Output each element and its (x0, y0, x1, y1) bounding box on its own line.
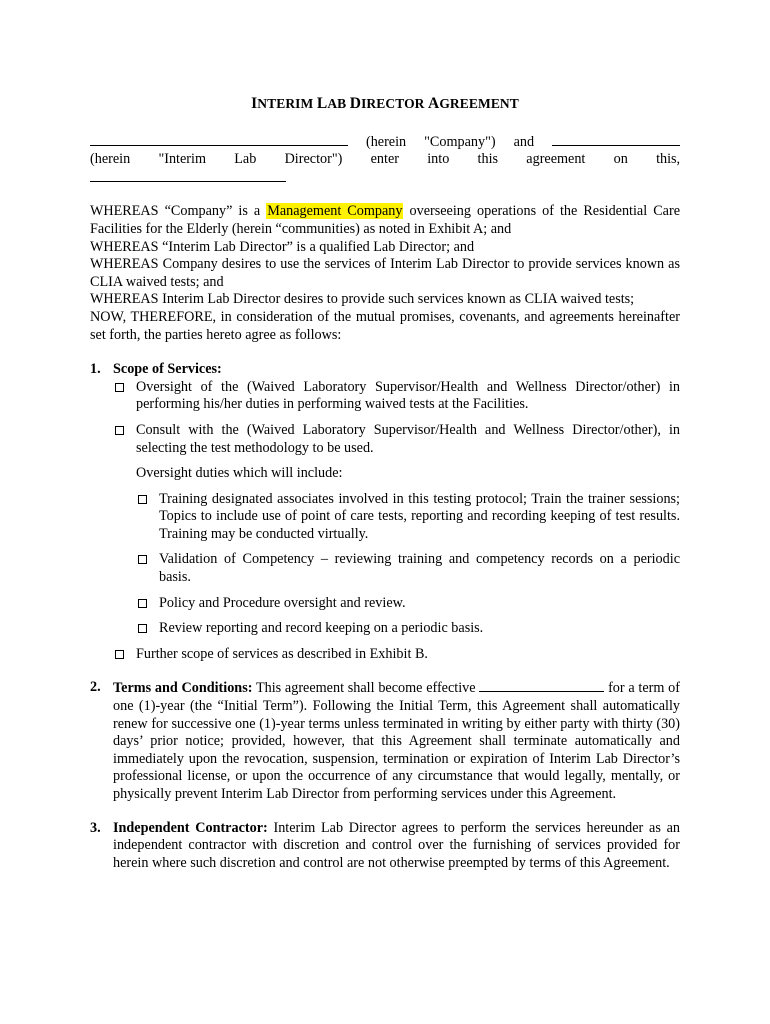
recital-4: WHEREAS Interim Lab Director desires to provide such services known as CLIA waived tests; (90, 291, 635, 308)
party-word: on (613, 151, 628, 168)
party-word: into (427, 151, 450, 168)
recital-3: WHEREAS Company desires to use the services of Interim Lab Director to provide services known as CLIA waived tests; and (90, 256, 680, 290)
section-heading: Independent Contractor: (113, 819, 268, 836)
checkbox-item: Oversight of the (Waived Laboratory Supervisor/Health and Wellness Director/other) in performing his/her duties in performing waived tests at the Facilities. (113, 379, 680, 414)
section-number: 1. (90, 361, 101, 378)
party-word: this (477, 151, 499, 168)
party-word: agreement (526, 151, 586, 168)
company-label: (herein "Company") (365, 133, 496, 150)
party-word: this, (656, 151, 681, 168)
section-number: 2. (90, 679, 101, 696)
party-word: Director") (284, 151, 343, 168)
recital-2: WHEREAS “Interim Lab Director” is a qualified Lab Director; and (90, 238, 475, 255)
checkbox[interactable] (138, 599, 147, 608)
checkbox[interactable] (138, 555, 147, 564)
section-heading: Terms and Conditions: (113, 680, 253, 697)
checkbox[interactable] (138, 624, 147, 633)
effective-date-blank[interactable] (479, 679, 604, 692)
section-heading: Scope of Services: (113, 361, 222, 378)
checkbox-item: Validation of Competency – reviewing training and competency records on a periodic basis. (136, 551, 680, 586)
date-blank[interactable] (90, 169, 286, 182)
section-terms-and-conditions: 2. Terms and Conditions: This agreement shall become effective for a term of one (1)-year (the “Initial Term”). Following the Initial Term, this Agreement shall automatically renew for successive one (1)-year terms unless terminated in writing by either party with thirty (30) days’ prior notice; provided, however, that this Agreement shall terminate automatically and immediately upon the revocation, suspension, termination or expiration of Interim Lab Director’s professional license, or upon the occurrence of any circumstance that would legally, mentally, or physically prevent Interim Lab Director from performing services under this Agreement. (90, 679, 680, 802)
section-number: 3. (90, 819, 101, 836)
sub-intro: Oversight duties which will include: (136, 465, 343, 482)
checkbox-item: Further scope of services as described in Exhibit B. (113, 646, 680, 664)
parties-line-2 (90, 151, 680, 169)
recital-1: WHEREAS “Company” is a Management Company overseeing operations of the Residential Care Facilities for the Elderly (herein “communities) as noted in Exhibit A; and (90, 203, 680, 237)
checkbox[interactable] (138, 495, 147, 504)
recital-5: NOW, THEREFORE, in consideration of the mutual promises, covenants, and agreements hereinafter set forth, the parties hereto agree as follows: (90, 308, 680, 343)
checkbox-item: Review reporting and record keeping on a periodic basis. (136, 620, 680, 638)
party-word: "Interim (158, 151, 206, 168)
checkbox-item: Consult with the (Waived Laboratory Supervisor/Health and Wellness Director/other), in selecting the test methodology to be used. (113, 422, 680, 457)
agreement-body (90, 95, 680, 888)
checkbox-item: Policy and Procedure oversight and review. (136, 595, 680, 613)
checkbox[interactable] (115, 383, 124, 392)
agreement-sections (90, 361, 680, 872)
highlighted-text: Management Company (267, 203, 403, 220)
party-word: Lab (234, 151, 257, 168)
and-label: and (513, 133, 535, 150)
document-title: INTERIM LAB DIRECTOR AGREEMENT (251, 95, 519, 112)
director-name-blank[interactable] (552, 133, 680, 146)
recitals (90, 203, 680, 344)
party-word: enter (370, 151, 399, 168)
section-independent-contractor: 3. Independent Contractor: Interim Lab Director agrees to perform the services hereunder as an independent contractor with discretion and control over the furnishing of services provided for herein where such discretion and control are not otherwise preempted by terms of this Agreement. (90, 819, 680, 871)
checkbox[interactable] (115, 650, 124, 659)
party-word: (herein (90, 151, 131, 168)
parties-line-1 (90, 133, 680, 152)
oversight-duties-list (113, 491, 680, 638)
checkbox-item: Training designated associates involved in this testing protocol; Train the trainer sessions; Topics to include use of point of care tests, reporting and recording keeping of test results. Training may be conducted virtually. (136, 491, 680, 544)
company-name-blank[interactable] (90, 133, 348, 146)
section-scope-of-services (90, 361, 680, 663)
checkbox[interactable] (115, 426, 124, 435)
parties-line-3 (90, 169, 680, 188)
